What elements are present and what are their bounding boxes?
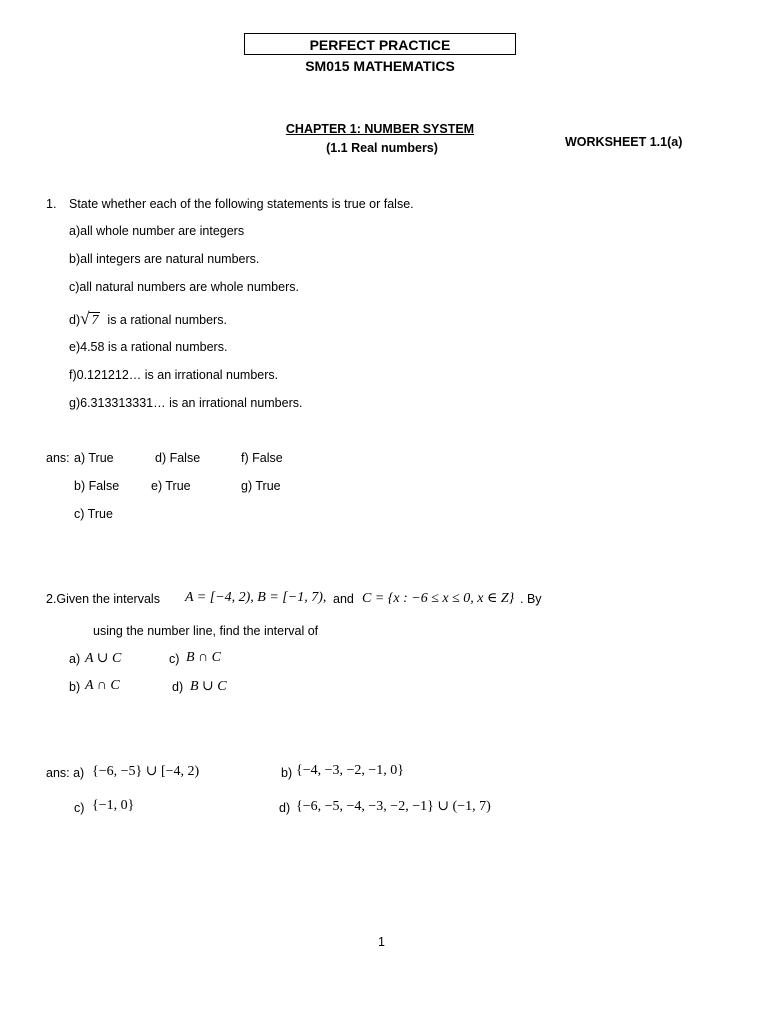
q1-answer-label: ans: bbox=[46, 451, 70, 465]
q1-answer-a: a) True bbox=[74, 451, 114, 465]
q2-answer-label: ans: a) bbox=[46, 766, 85, 780]
q2-item-b-expr: A ∩ C bbox=[85, 678, 120, 693]
sqrt-expression: √ 7 bbox=[80, 309, 99, 328]
q2-answer-b-label: b) bbox=[281, 766, 293, 780]
q2-answer-c: {−1, 0} bbox=[92, 798, 135, 813]
section-heading: (1.1 Real numbers) bbox=[326, 141, 438, 155]
q2-and: and bbox=[333, 592, 354, 606]
q2-answer-d-label: d) bbox=[279, 801, 291, 815]
q1-item-c: c)all natural numbers are whole numbers. bbox=[69, 280, 299, 294]
q2-item-d-label: d) bbox=[172, 680, 184, 694]
q2-by: . By bbox=[520, 592, 542, 606]
q1-answer-c: c) True bbox=[74, 507, 113, 521]
q2-prefix: 2.Given the intervals bbox=[46, 592, 160, 606]
q1-answer-g: g) True bbox=[241, 479, 281, 493]
q1-item-e: e)4.58 is a rational numbers. bbox=[69, 340, 228, 354]
q2-item-c-label: c) bbox=[169, 652, 180, 666]
document-title: PERFECT PRACTICE bbox=[244, 33, 516, 55]
q1-answer-f: f) False bbox=[241, 451, 283, 465]
q2-item-b-label: b) bbox=[69, 680, 81, 694]
q2-item-c-expr: B ∩ C bbox=[186, 650, 221, 665]
q1-answer-e: e) True bbox=[151, 479, 191, 493]
q1-item-d-suffix: is a rational numbers. bbox=[107, 313, 227, 327]
q1-number: 1. bbox=[46, 197, 57, 211]
q1-item-a: a)all whole number are integers bbox=[69, 224, 245, 238]
chapter-heading: CHAPTER 1: NUMBER SYSTEM bbox=[285, 122, 475, 136]
q1-prompt: State whether each of the following statements is true or false. bbox=[69, 197, 414, 211]
worksheet-label: WORKSHEET 1.1(a) bbox=[565, 135, 683, 149]
q1-item-b: b)all integers are natural numbers. bbox=[69, 252, 260, 266]
q1-answer-b: b) False bbox=[74, 479, 120, 493]
page-number: 1 bbox=[378, 935, 385, 949]
q2-item-d-expr: B ∪ C bbox=[190, 679, 227, 694]
q1-item-g: g)6.313313331… is an irrational numbers. bbox=[69, 396, 303, 410]
q2-line2: using the number line, find the interval of bbox=[93, 624, 319, 638]
q2-set-c: C = {x : −6 ≤ x ≤ 0, x ∈ Z} bbox=[362, 591, 515, 606]
q2-answer-d: {−6, −5, −4, −3, −2, −1} ∪ (−1, 7) bbox=[296, 799, 491, 814]
q2-answer-c-label: c) bbox=[74, 801, 85, 815]
q2-answer-b: {−4, −3, −2, −1, 0} bbox=[296, 763, 405, 778]
q2-item-a-label: a) bbox=[69, 652, 81, 666]
q2-item-a-expr: A ∪ C bbox=[85, 651, 122, 666]
q1-item-f: f)0.121212… is an irrational numbers. bbox=[69, 368, 279, 382]
q1-item-d-prefix: d) bbox=[69, 313, 81, 327]
sqrt-radicand: 7 bbox=[91, 313, 99, 328]
q2-answer-a: {−6, −5} ∪ [−4, 2) bbox=[92, 764, 200, 779]
course-title: SM015 MATHEMATICS bbox=[305, 58, 455, 74]
q2-intervals-a-b: A = [−4, 2), B = [−1, 7), bbox=[185, 590, 327, 605]
q1-answer-d: d) False bbox=[155, 451, 201, 465]
q1-item-d bbox=[69, 309, 227, 329]
